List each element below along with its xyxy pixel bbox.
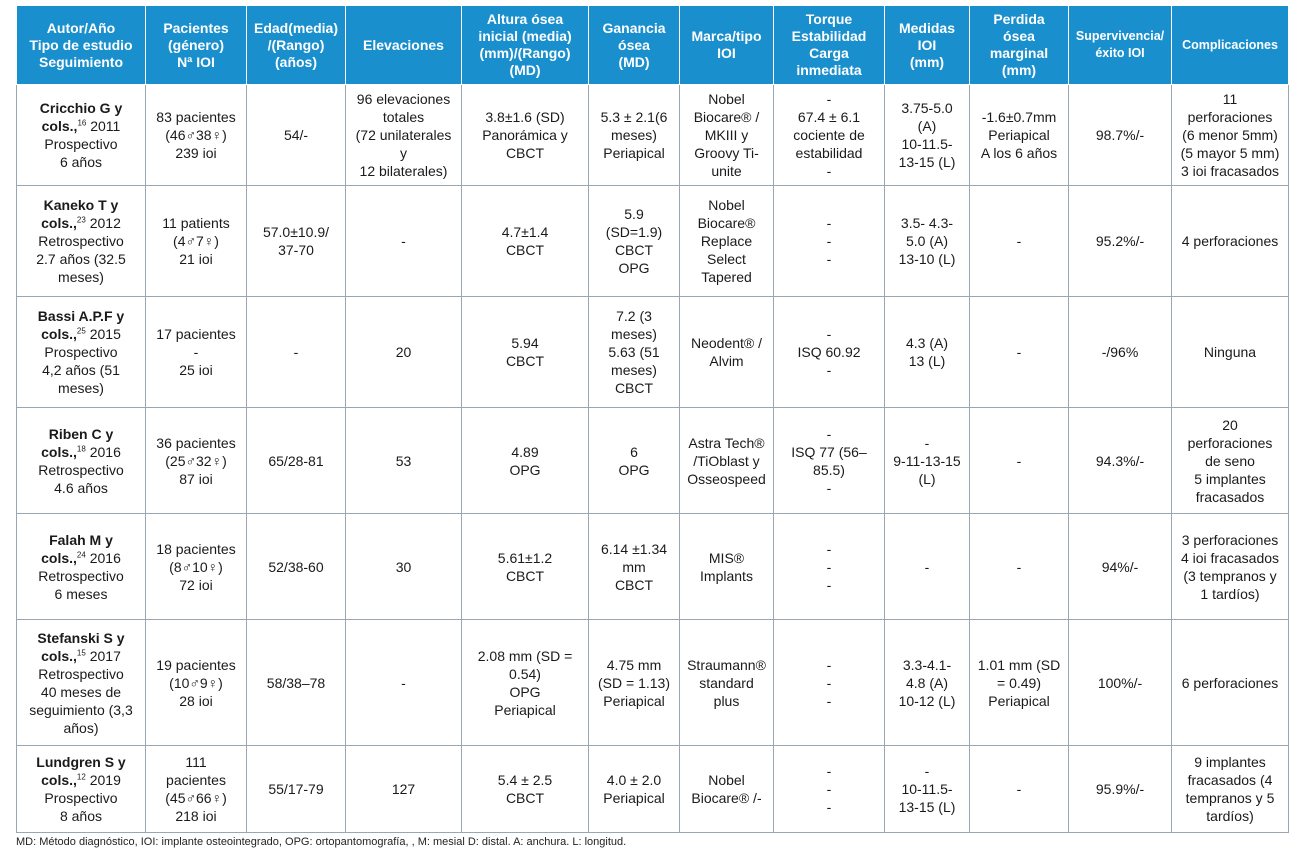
bone-loss-value: - bbox=[1016, 344, 1022, 360]
torque-value: - - - bbox=[826, 656, 832, 709]
table-row bbox=[17, 746, 1289, 833]
cell-survival bbox=[1069, 408, 1172, 514]
header-measures: Medidas IOI (mm) bbox=[885, 6, 970, 85]
cell-brand bbox=[680, 85, 774, 186]
torque-value: - ISQ 60.92 - bbox=[797, 326, 861, 378]
elevations-value: 53 bbox=[395, 452, 412, 469]
brand-value: Neodent® / Alvim bbox=[690, 335, 763, 369]
table-row bbox=[17, 514, 1289, 620]
age-value: 65/28-81 bbox=[268, 452, 324, 469]
cell-bone-height bbox=[462, 186, 589, 297]
complications-value: 11 perforaciones (6 menor 5mm) (5 mayor 5 mm) 3 ioi fracasados bbox=[1180, 91, 1280, 179]
cell-age bbox=[247, 85, 346, 186]
header-author: Autor/Año Tipo de estudio Seguimiento bbox=[17, 6, 146, 85]
brand-value: Nobel Biocare® / MKIII y Groovy Ti- unite bbox=[693, 91, 760, 179]
cell-bone-loss bbox=[970, 186, 1069, 297]
bone-loss-value: - bbox=[1016, 452, 1022, 469]
cell-brand bbox=[680, 186, 774, 297]
patients-value: 17 pacientes - 25 ioi bbox=[156, 326, 236, 378]
author-cell bbox=[17, 620, 146, 746]
survival-value: 94.3%/- bbox=[1095, 452, 1145, 469]
cell-measures bbox=[885, 746, 970, 833]
cell-measures bbox=[885, 514, 970, 620]
patients-value: 111 pacientes (45♂66♀) 218 ioi bbox=[165, 754, 227, 824]
age-value: 52/38-60 bbox=[268, 558, 324, 575]
cell-torque bbox=[774, 186, 885, 297]
survival-value: 98.7%/- bbox=[1095, 127, 1145, 143]
cell-bone-loss bbox=[970, 85, 1069, 186]
cell-bone-gain bbox=[589, 186, 680, 297]
cell-elevations bbox=[346, 746, 462, 833]
complications-value: 6 perforaciones bbox=[1181, 674, 1279, 691]
cell-measures bbox=[885, 408, 970, 514]
measures-value: - 9-11-13-15 (L) bbox=[893, 434, 961, 487]
complications-value: 3 perforaciones 4 ioi fracasados (3 tempranos y 1 tardíos) bbox=[1180, 531, 1280, 602]
table-row bbox=[17, 620, 1289, 746]
cell-brand bbox=[680, 408, 774, 514]
author-name: Stefanski S y cols., bbox=[37, 629, 125, 664]
cell-age bbox=[247, 186, 346, 297]
cell-bone-height bbox=[462, 85, 589, 186]
complications-value: Ninguna bbox=[1203, 344, 1257, 360]
cell-bone-loss bbox=[970, 514, 1069, 620]
author-name: Riben C y cols., bbox=[41, 425, 114, 460]
study-info: 2017 Retrospectivo 40 meses de seguimiento (3,3 años) bbox=[29, 647, 133, 736]
cell-patients bbox=[146, 297, 247, 408]
torque-value: - 67.4 ± 6.1 cociente de estabilidad - bbox=[793, 91, 865, 179]
cell-bone-gain bbox=[589, 746, 680, 833]
cell-bone-loss bbox=[970, 408, 1069, 514]
brand-value: Nobel Biocare® /- bbox=[691, 772, 762, 806]
table-footnote: MD: Método diagnóstico, IOI: implante osteointegrado, OPG: ortopantomografía, , M: mesial D: distal. A: anchura. L: longitud. bbox=[16, 836, 627, 848]
bone-gain-value: 6 OPG bbox=[618, 443, 650, 478]
torque-value: - ISQ 77 (56– 85.5) - bbox=[791, 425, 867, 496]
measures-value: - 10-11.5- 13-15 (L) bbox=[898, 763, 956, 815]
age-value: 58/38–78 bbox=[266, 674, 326, 691]
brand-value: Nobel Biocare® Replace Select Tapered bbox=[697, 197, 756, 285]
cell-brand bbox=[680, 297, 774, 408]
author-name: Bassi A.P.F y cols., bbox=[37, 308, 125, 342]
cell-torque bbox=[774, 620, 885, 746]
header-brand: Marca/tipo IOI bbox=[680, 6, 774, 85]
cell-bone-gain bbox=[589, 620, 680, 746]
reference-number: 24 bbox=[76, 549, 86, 559]
cell-patients bbox=[146, 85, 247, 186]
bone-gain-value: 4.75 mm (SD = 1.13) Periapical bbox=[598, 656, 670, 709]
cell-bone-height bbox=[462, 297, 589, 408]
cell-survival bbox=[1069, 297, 1172, 408]
header-bone-loss: Perdida ósea marginal (mm) bbox=[970, 6, 1069, 85]
author-name: Lundgren S y cols., bbox=[36, 754, 126, 788]
elevations-value: 96 elevaciones totales (72 unilaterales y 12 bilaterales) bbox=[355, 91, 452, 179]
patients-value: 19 pacientes (10♂9♀) 28 ioi bbox=[156, 656, 236, 709]
elevations-value: 20 bbox=[395, 344, 412, 360]
cell-complications bbox=[1172, 408, 1289, 514]
cell-complications bbox=[1172, 620, 1289, 746]
torque-value: - - - bbox=[826, 215, 832, 267]
age-value: 54/- bbox=[283, 127, 309, 143]
author-cell bbox=[17, 186, 146, 297]
header-survival: Supervivencia/ éxito IOI bbox=[1069, 6, 1172, 85]
survival-value: 95.9%/- bbox=[1095, 781, 1145, 797]
cell-measures bbox=[885, 620, 970, 746]
cell-elevations bbox=[346, 514, 462, 620]
survival-value: 94%/- bbox=[1101, 558, 1139, 575]
cell-patients bbox=[146, 746, 247, 833]
study-info: 2012 Retrospectivo 2.7 años (32.5 meses) bbox=[36, 215, 126, 285]
author-name: Cricchio G y cols., bbox=[39, 100, 123, 134]
elevations-value: - bbox=[401, 674, 406, 691]
cell-age bbox=[247, 514, 346, 620]
measures-value: 3.5- 4.3- 5.0 (A) 13-10 (L) bbox=[898, 215, 956, 267]
cell-bone-height bbox=[462, 620, 589, 746]
bone-loss-value: 1.01 mm (SD = 0.49) Periapical bbox=[977, 656, 1061, 709]
cell-survival bbox=[1069, 514, 1172, 620]
cell-brand bbox=[680, 620, 774, 746]
bone-gain-value: 5.9 (SD=1.9) CBCT OPG bbox=[605, 206, 663, 276]
cell-bone-loss bbox=[970, 620, 1069, 746]
bone-height-value: 5.94 CBCT bbox=[505, 335, 545, 369]
table-row bbox=[17, 186, 1289, 297]
survival-value: 95.2%/- bbox=[1095, 233, 1145, 249]
cell-elevations bbox=[346, 85, 462, 186]
measures-value: 4.3 (A) 13 (L) bbox=[905, 335, 948, 369]
cell-measures bbox=[885, 85, 970, 186]
cell-elevations bbox=[346, 297, 462, 408]
cell-age bbox=[247, 746, 346, 833]
patients-value: 11 patients (4♂7♀) 21 ioi bbox=[162, 215, 230, 267]
study-info: 2015 Prospectivo 4,2 años (51 meses) bbox=[42, 326, 121, 396]
header-complications: Complicaciones bbox=[1172, 6, 1289, 85]
elevations-value: 30 bbox=[395, 558, 412, 575]
cell-patients bbox=[146, 408, 247, 514]
cell-elevations bbox=[346, 408, 462, 514]
cell-torque bbox=[774, 514, 885, 620]
bone-loss-value: - bbox=[1016, 781, 1022, 797]
header-bone-gain: Ganancia ósea (MD) bbox=[589, 6, 680, 85]
cell-brand bbox=[680, 746, 774, 833]
cell-patients bbox=[146, 514, 247, 620]
bone-gain-value: 4.0 ± 2.0 Periapical bbox=[603, 772, 665, 806]
table-body bbox=[17, 85, 1289, 833]
bone-loss-value: - bbox=[1016, 233, 1022, 249]
cell-elevations bbox=[346, 620, 462, 746]
author-name: Falah M y cols., bbox=[41, 531, 113, 566]
elevations-value: 127 bbox=[391, 781, 416, 797]
header-torque: Torque Estabilidad Carga inmediata bbox=[774, 6, 885, 85]
author-cell bbox=[17, 408, 146, 514]
study-info: 2019 Prospectivo 8 años bbox=[44, 772, 121, 824]
author-cell bbox=[17, 746, 146, 833]
cell-bone-loss bbox=[970, 297, 1069, 408]
header-patients: Pacientes (género) Nª IOI bbox=[146, 6, 247, 85]
torque-value: - - - bbox=[826, 763, 832, 815]
header-bone-height: Altura ósea inicial (media) (mm)/(Rango) (MD) bbox=[462, 6, 589, 85]
reference-number: 18 bbox=[76, 443, 86, 453]
cell-torque bbox=[774, 85, 885, 186]
measures-value: 3.3-4.1- 4.8 (A) 10-12 (L) bbox=[898, 656, 956, 709]
complications-value: 4 perforaciones bbox=[1181, 233, 1279, 249]
reference-number: 23 bbox=[76, 215, 86, 225]
age-value: 57.0±10.9/ 37-70 bbox=[262, 224, 330, 258]
author-name: Kaneko T y cols., bbox=[41, 197, 119, 231]
table-header bbox=[17, 6, 1289, 85]
study-info: 2011 Prospectivo 6 años bbox=[44, 118, 121, 170]
bone-height-value: 5.61±1.2 CBCT bbox=[497, 549, 553, 584]
reference-number: 15 bbox=[76, 647, 86, 657]
patients-value: 18 pacientes (8♂10♀) 72 ioi bbox=[156, 540, 236, 593]
cell-elevations bbox=[346, 186, 462, 297]
cell-complications bbox=[1172, 85, 1289, 186]
survival-value: 100%/- bbox=[1097, 674, 1143, 691]
patients-value: 83 pacientes (46♂38♀) 239 ioi bbox=[156, 109, 236, 161]
reference-number: 16 bbox=[77, 118, 87, 128]
table-row bbox=[17, 85, 1289, 186]
cell-survival bbox=[1069, 85, 1172, 186]
bone-loss-value: -1.6±0.7mm Periapical A los 6 años bbox=[980, 109, 1058, 161]
cell-bone-height bbox=[462, 514, 589, 620]
complications-value: 9 implantes fracasados (4 tempranos y 5 tardíos) bbox=[1185, 754, 1275, 824]
study-info: 2016 Retrospectivo 6 meses bbox=[38, 549, 124, 602]
bone-gain-value: 7.2 (3 meses) 5.63 (51 meses) CBCT bbox=[608, 308, 660, 396]
bone-height-value: 3.8±1.6 (SD) Panorámica y CBCT bbox=[482, 109, 568, 161]
measures-value: - bbox=[924, 558, 930, 575]
cell-complications bbox=[1172, 186, 1289, 297]
brand-value: MIS® Implants bbox=[700, 549, 753, 584]
patients-value: 36 pacientes (25♂32♀) 87 ioi bbox=[156, 434, 236, 487]
survival-value: -/96% bbox=[1101, 344, 1139, 360]
brand-value: Straumann® standard plus bbox=[687, 656, 766, 709]
cell-survival bbox=[1069, 620, 1172, 746]
cell-measures bbox=[885, 297, 970, 408]
study-info: 2016 Retrospectivo 4.6 años bbox=[38, 443, 124, 496]
cell-age bbox=[247, 408, 346, 514]
measures-value: 3.75-5.0 (A) 10-11.5- 13-15 (L) bbox=[898, 100, 956, 170]
cell-complications bbox=[1172, 514, 1289, 620]
studies-table bbox=[16, 5, 1289, 833]
cell-torque bbox=[774, 408, 885, 514]
cell-survival bbox=[1069, 746, 1172, 833]
cell-brand bbox=[680, 514, 774, 620]
cell-bone-height bbox=[462, 746, 589, 833]
cell-torque bbox=[774, 297, 885, 408]
reference-number: 25 bbox=[76, 326, 86, 336]
bone-gain-value: 6.14 ±1.34 mm CBCT bbox=[600, 540, 668, 593]
cell-survival bbox=[1069, 186, 1172, 297]
header-elevations: Elevaciones bbox=[346, 6, 462, 85]
author-cell bbox=[17, 85, 146, 186]
bone-loss-value: - bbox=[1016, 558, 1022, 575]
cell-measures bbox=[885, 186, 970, 297]
cell-patients bbox=[146, 620, 247, 746]
cell-bone-gain bbox=[589, 514, 680, 620]
age-value: - bbox=[293, 344, 299, 360]
reference-number: 12 bbox=[76, 772, 86, 782]
author-cell bbox=[17, 297, 146, 408]
table-row bbox=[17, 408, 1289, 514]
torque-value: - - - bbox=[826, 540, 832, 593]
cell-patients bbox=[146, 186, 247, 297]
cell-bone-gain bbox=[589, 297, 680, 408]
bone-height-value: 5.4 ± 2.5 CBCT bbox=[497, 772, 553, 806]
header-age: Edad(media) /(Rango) (años) bbox=[247, 6, 346, 85]
table-row bbox=[17, 297, 1289, 408]
age-value: 55/17-79 bbox=[268, 781, 324, 797]
cell-bone-gain bbox=[589, 408, 680, 514]
cell-torque bbox=[774, 746, 885, 833]
author-cell bbox=[17, 514, 146, 620]
bone-height-value: 2.08 mm (SD = 0.54) OPG Periapical bbox=[477, 647, 573, 718]
cell-complications bbox=[1172, 297, 1289, 408]
cell-bone-gain bbox=[589, 85, 680, 186]
cell-age bbox=[247, 297, 346, 408]
bone-gain-value: 5.3 ± 2.1(6 meses) Periapical bbox=[600, 109, 668, 161]
cell-complications bbox=[1172, 746, 1289, 833]
bone-height-value: 4.7±1.4 CBCT bbox=[501, 224, 549, 258]
cell-bone-loss bbox=[970, 746, 1069, 833]
cell-age bbox=[247, 620, 346, 746]
complications-value: 20 perforaciones de seno 5 implantes fracasados bbox=[1187, 416, 1273, 505]
elevations-value: - bbox=[401, 233, 406, 249]
bone-height-value: 4.89 OPG bbox=[509, 443, 541, 478]
cell-bone-height bbox=[462, 408, 589, 514]
brand-value: Astra Tech® /TiOblast y Osseospeed bbox=[687, 434, 766, 487]
